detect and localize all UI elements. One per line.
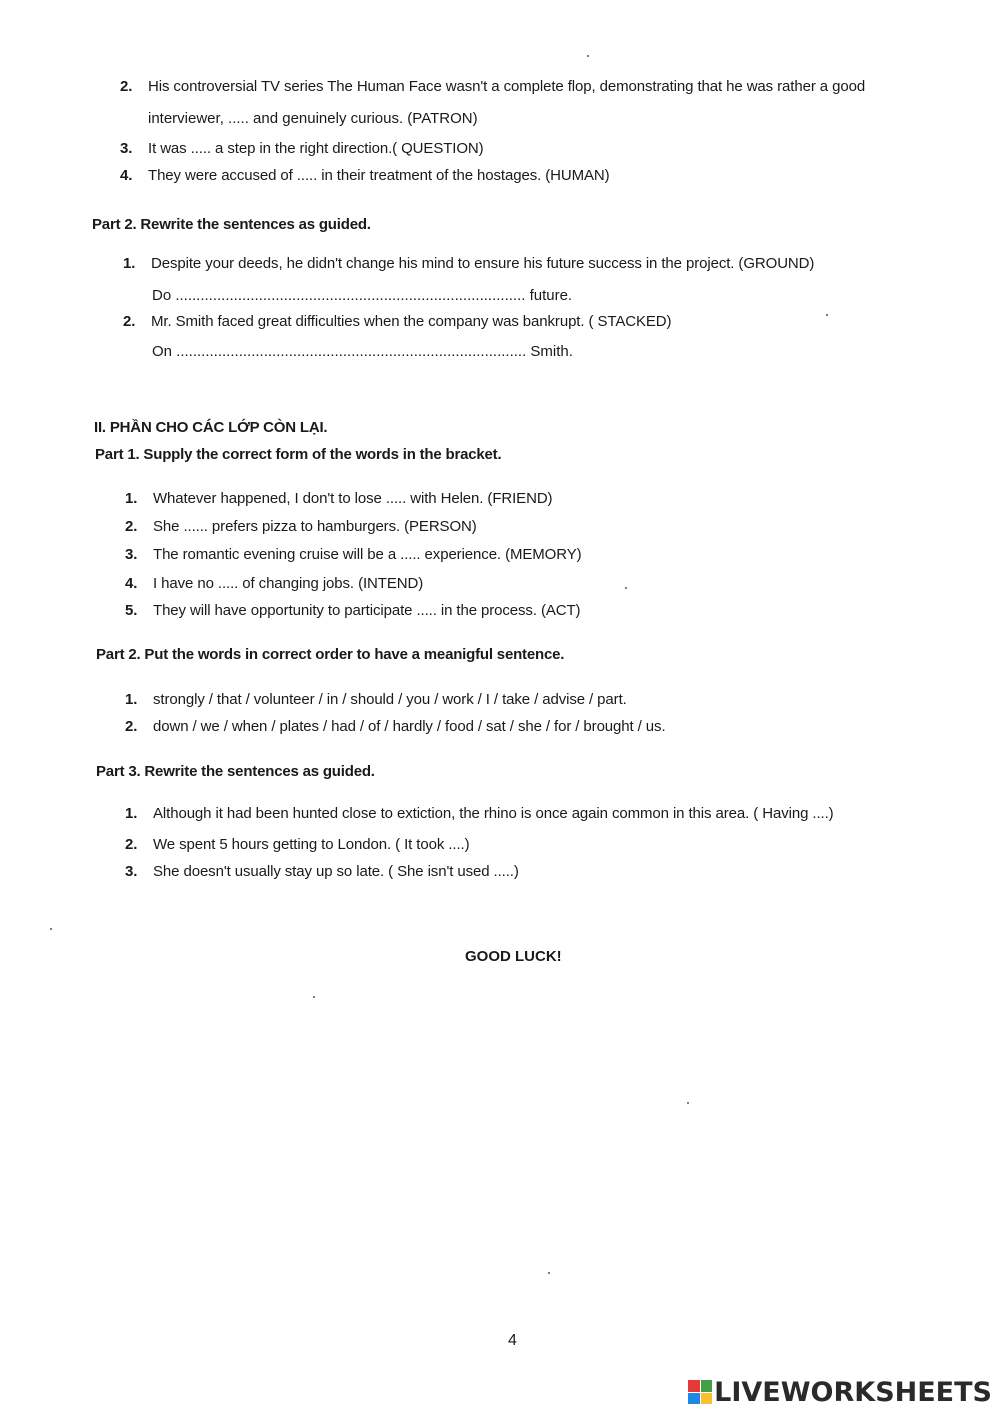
scan-speck [50,928,52,930]
item-text: Mr. Smith faced great difficulties when the company was bankrupt. ( STACKED) [151,313,672,330]
logo-square-red [688,1380,700,1392]
part-heading: Part 1. Supply the correct form of the words in the bracket. [95,446,502,463]
list-item [125,691,627,708]
item-text: strongly / that / volunteer / in / should / you / work / I / take / advise / part. [153,691,627,708]
list-item [123,313,671,330]
answer-line: Do .................................................................................... future. [152,287,573,304]
list-item [125,575,423,592]
item-text: The romantic evening cruise will be a ..... experience. (MEMORY) [153,546,582,563]
scan-speck [587,55,589,57]
item-number: 1. [125,691,138,708]
list-item-continuation: interviewer, ..... and genuinely curious. (PATRON) [148,110,478,127]
item-number: 3. [125,546,138,563]
item-number: 4. [120,167,133,184]
item-number: 2. [125,718,138,735]
scan-speck [313,996,315,998]
logo-text: LIVEWORKSHEETS [714,1376,992,1408]
item-text: Whatever happened, I don't to lose ..... with Helen. (FRIEND) [153,490,553,507]
logo-square-blue [688,1393,700,1405]
item-text: It was ..... a step in the right direction.( QUESTION) [148,140,484,157]
item-text: I have no ..... of changing jobs. (INTEND) [153,575,424,592]
item-number: 2. [120,78,133,95]
list-item [125,863,519,880]
page-number: 4 [508,1332,517,1349]
item-number: 1. [125,805,138,822]
list-item [125,546,582,563]
scan-speck [826,314,828,316]
scan-speck [548,1272,550,1274]
part-heading: Part 2. Rewrite the sentences as guided. [92,216,371,233]
list-item [120,78,865,95]
list-item [125,836,469,853]
item-text: We spent 5 hours getting to London. ( It took ....) [153,836,470,853]
scan-speck [687,1102,689,1104]
list-item [120,140,484,157]
list-item [125,490,552,507]
logo-square-yellow [701,1393,713,1405]
item-number: 4. [125,575,138,592]
item-text: They will have opportunity to participate ..... in the process. (ACT) [153,602,581,619]
scan-speck [625,587,627,589]
logo-mark-icon [688,1380,712,1404]
item-text: She doesn't usually stay up so late. ( She isn't used .....) [153,863,519,880]
item-number: 1. [123,255,136,272]
item-number: 3. [120,140,133,157]
item-number: 2. [125,518,138,535]
item-number: 3. [125,863,138,880]
item-text: down / we / when / plates / had / of / hardly / food / sat / she / for / brought / us. [153,718,666,735]
part-heading: Part 2. Put the words in correct order to have a meanigful sentence. [96,646,565,663]
list-item [125,518,477,535]
closing-text: GOOD LUCK! [465,948,562,965]
item-number: 5. [125,602,138,619]
list-item [125,602,580,619]
item-text: She ...... prefers pizza to hamburgers. (PERSON) [153,518,477,535]
list-item [120,167,610,184]
item-number: 1. [125,490,138,507]
list-item [125,718,666,735]
item-text: Although it had been hunted close to extiction, the rhino is once again common in this area. ( Having ....) [153,805,834,822]
list-item [125,805,834,822]
section-heading: II. PHẦN CHO CÁC LỚP CÒN LẠI. [94,419,328,436]
list-item [123,255,814,272]
answer-line: On .................................................................................... Smith. [152,343,573,360]
item-text: They were accused of ..... in their treatment of the hostages. (HUMAN) [148,167,610,184]
liveworksheets-logo [688,1377,992,1407]
item-text: Despite your deeds, he didn't change his mind to ensure his future success in the project. (GROUND) [151,255,815,272]
item-text: His controversial TV series The Human Face wasn't a complete flop, demonstrating that he was rather a good [148,78,866,95]
logo-square-green [701,1380,713,1392]
part-heading: Part 3. Rewrite the sentences as guided. [96,763,375,780]
item-number: 2. [125,836,138,853]
item-number: 2. [123,313,136,330]
